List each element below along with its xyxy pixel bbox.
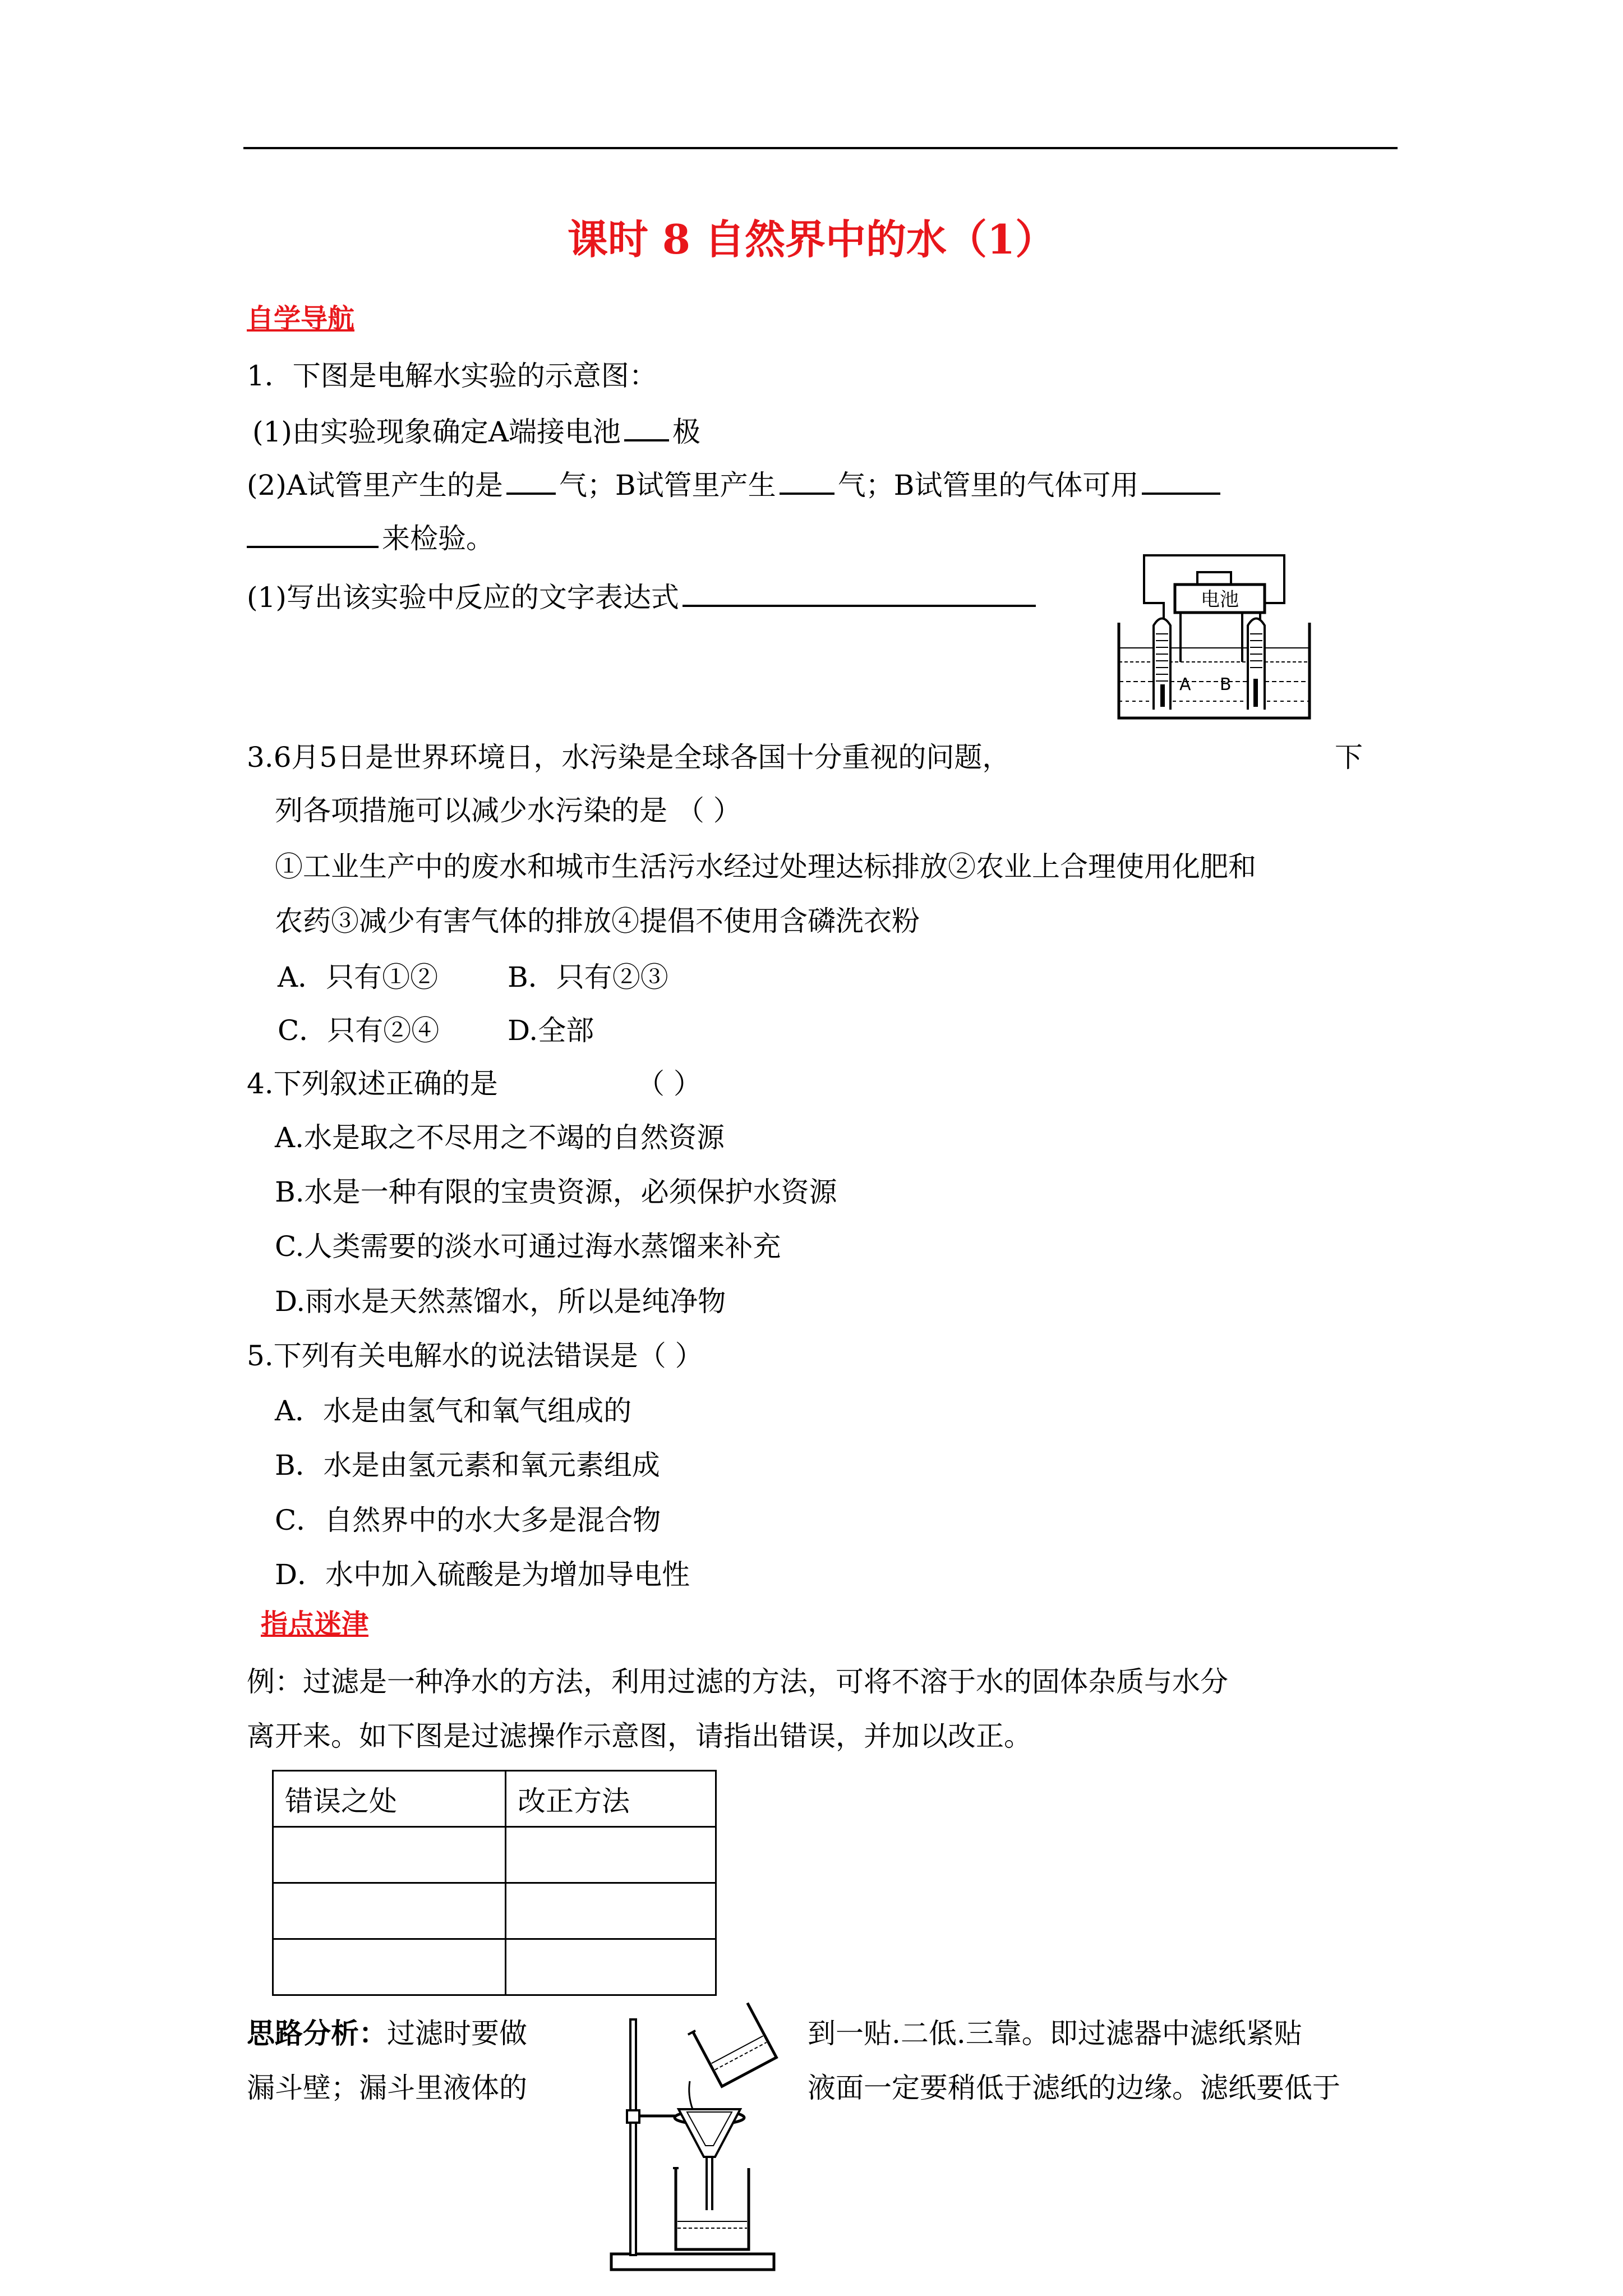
q1-sub2-line2 bbox=[247, 519, 494, 555]
table-row bbox=[273, 1827, 716, 1883]
q3-option-b: B．只有②③ bbox=[508, 961, 668, 993]
answer-blank[interactable] bbox=[506, 466, 556, 495]
q3-line1-tail: 下 bbox=[1335, 741, 1363, 774]
answer-blank[interactable] bbox=[780, 466, 834, 495]
answer-blank[interactable] bbox=[683, 578, 1036, 607]
q5-stem: 5.下列有关电解水的说法错误是（ ） bbox=[247, 1340, 703, 1372]
correction-table bbox=[272, 1770, 717, 1996]
analysis-right-line1: 到一贴.二低.三靠。即过滤器中滤纸紧贴 bbox=[808, 2017, 1302, 2050]
header-rule bbox=[243, 147, 1398, 149]
q3-line3: ①工业生产中的废水和城市生活污水经过处理达标排放②农业上合理使用化肥和 bbox=[275, 850, 1256, 883]
q1-sub2-line2-suffix: 来检验。 bbox=[382, 522, 494, 555]
example-line1: 例：过滤是一种净水的方法，利用过滤的方法，可将不溶于水的固体杂质与水分 bbox=[247, 1665, 1228, 1698]
q3-line4: 农药③减少有害气体的排放④提倡不使用含磷洗衣粉 bbox=[275, 905, 920, 937]
q3-option-c: C．只有②④ bbox=[278, 1014, 440, 1047]
table-cell[interactable] bbox=[506, 1883, 716, 1939]
analysis-label: 思路分析： bbox=[247, 2017, 387, 2050]
q4-option-d: D.雨水是天然蒸馏水，所以是纯净物 bbox=[275, 1285, 726, 1318]
header-cell-fix: 改正方法 bbox=[506, 1771, 716, 1827]
q3-line1: 3.6月5日是世界环境日，水污染是全球各国十分重视的问题， bbox=[247, 741, 1011, 774]
q1-sub2-text: (2)A试管里产生的是 bbox=[247, 469, 503, 501]
q1-stem: 1．下图是电解水实验的示意图： bbox=[247, 360, 657, 392]
q1-sub2 bbox=[247, 466, 1224, 502]
q4-option-b: B.水是一种有限的宝贵资源，必须保护水资源 bbox=[275, 1176, 837, 1208]
answer-blank[interactable] bbox=[247, 519, 379, 548]
table-cell[interactable] bbox=[273, 1827, 506, 1883]
electrolysis-diagram bbox=[1113, 550, 1315, 735]
label-a: A bbox=[1179, 675, 1191, 694]
q5-option-d: D．水中加入硫酸是为增加导电性 bbox=[275, 1558, 690, 1591]
q5-option-c: C．自然界中的水大多是混合物 bbox=[275, 1504, 661, 1536]
header-cell-error: 错误之处 bbox=[273, 1771, 506, 1827]
example-line2: 离开来。如下图是过滤操作示意图，请指出错误，并加以改正。 bbox=[247, 1720, 1032, 1752]
section-heading-guidance: 指点迷津 bbox=[261, 1608, 369, 1640]
q4-answer-paren: （ ） bbox=[637, 1068, 702, 1100]
q1-sub1-text: (1)由实验现象确定A端接电池 bbox=[252, 416, 621, 448]
table-row bbox=[273, 1883, 716, 1939]
q1-sub2-mid1: 气；B试管里产生 bbox=[559, 469, 776, 501]
q4-stem: 4.下列叙述正确的是 bbox=[247, 1068, 498, 1100]
battery-label: 电池 bbox=[1201, 588, 1239, 611]
answer-blank[interactable] bbox=[624, 412, 669, 441]
analysis-right-line2: 液面一定要稍低于滤纸的边缘。滤纸要低于 bbox=[808, 2072, 1340, 2104]
table-cell[interactable] bbox=[273, 1939, 506, 1995]
label-b: B bbox=[1220, 675, 1232, 694]
electrolysis-figure bbox=[1113, 550, 1315, 735]
table-row bbox=[273, 1939, 716, 1995]
analysis-left-line2: 漏斗壁；漏斗里液体的 bbox=[247, 2072, 527, 2104]
q3-option-d: D.全部 bbox=[508, 1014, 594, 1047]
q5-option-a: A．水是由氢气和氧气组成的 bbox=[275, 1395, 632, 1427]
q1-sub2-mid2: 气；B试管里的气体可用 bbox=[837, 469, 1139, 501]
filtration-figure bbox=[606, 1997, 791, 2277]
answer-blank[interactable] bbox=[1142, 466, 1220, 495]
table-cell[interactable] bbox=[506, 1939, 716, 1995]
q4-option-a: A.水是取之不尽用之不竭的自然资源 bbox=[275, 1121, 725, 1154]
q3-option-a: A．只有①② bbox=[278, 961, 439, 993]
section-heading-self-study: 自学导航 bbox=[247, 303, 355, 334]
page-title: 课时 8 自然界中的水（1） bbox=[567, 215, 1056, 263]
q1-sub3-text: (1)写出该实验中反应的文字表达式 bbox=[247, 581, 679, 614]
correction-table-grid bbox=[272, 1770, 717, 1996]
table-header-row bbox=[273, 1771, 716, 1827]
analysis-left-line1 bbox=[247, 2017, 527, 2050]
q5-option-b: B．水是由氢元素和氧元素组成 bbox=[275, 1449, 660, 1481]
q4-option-c: C.人类需要的淡水可通过海水蒸馏来补充 bbox=[275, 1230, 781, 1263]
analysis-left-text1: 过滤时要做 bbox=[387, 2017, 527, 2050]
table-cell[interactable] bbox=[506, 1827, 716, 1883]
table-cell[interactable] bbox=[273, 1883, 506, 1939]
filtration-diagram bbox=[606, 1997, 791, 2277]
q1-sub1 bbox=[252, 412, 700, 449]
q1-sub3 bbox=[247, 578, 1039, 614]
q3-line2: 列各项措施可以减少水污染的是 （ ） bbox=[275, 794, 741, 827]
q1-sub1-suffix: 极 bbox=[672, 416, 700, 448]
